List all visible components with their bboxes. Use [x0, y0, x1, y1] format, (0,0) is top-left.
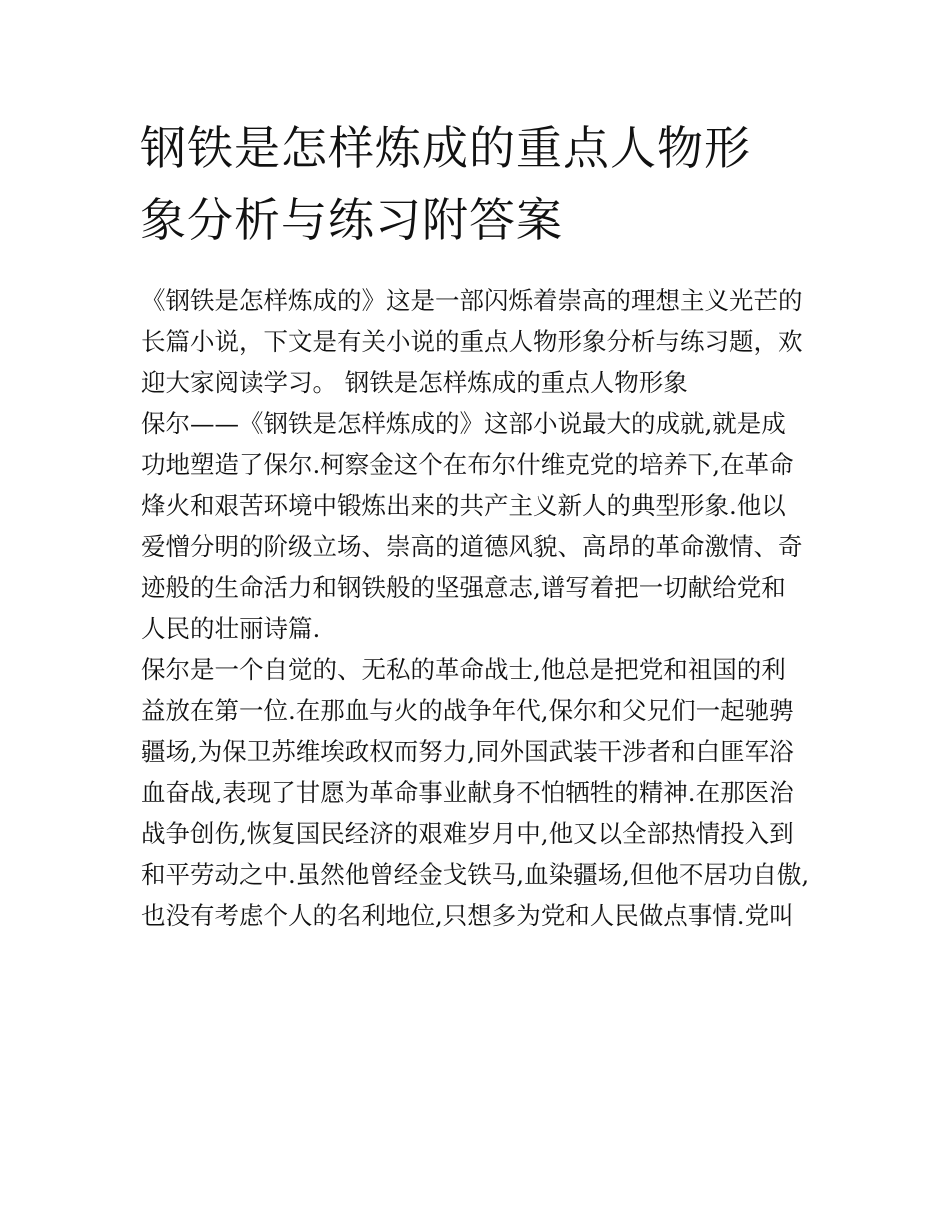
title-line: 象分析与练习附答案 [140, 193, 563, 247]
text-line: 益放在第一位.在那血与火的战争年代,保尔和父兄们一起驰骋 [141, 696, 794, 725]
text-line: 功地塑造了保尔.柯察金这个在布尔什维克党的培养下,在革命 [141, 450, 794, 479]
title-line: 钢铁是怎样炼成的重点人物形 [140, 121, 751, 175]
paragraph-intro [141, 280, 831, 403]
text-line: 也没有考虑个人的名利地位,只想多为党和人民做点事情.党叫 [141, 901, 794, 930]
paragraph-paul-summary [141, 403, 831, 649]
document-title [140, 112, 820, 256]
text-line: 迎大家阅读学习。 钢铁是怎样炼成的重点人物形象 [141, 368, 688, 397]
text-line: 保尔——《钢铁是怎样炼成的》这部小说最大的成就,就是成 [141, 409, 786, 438]
text-line: 《钢铁是怎样炼成的》这是一部闪烁着崇高的理想主义光芒的 [141, 286, 803, 315]
text-line: 人民的壮丽诗篇. [141, 614, 321, 643]
text-line: 烽火和艰苦环境中锻炼出来的共产主义新人的典型形象.他以 [141, 491, 786, 520]
text-line: 爱憎分明的阶级立场、崇高的道德风貌、高昂的革命激情、奇 [141, 532, 803, 561]
text-line: 战争创伤,恢复国民经济的艰难岁月中,他又以全部热情投入到 [141, 819, 794, 848]
text-line: 血奋战,表现了甘愿为革命事业献身不怕牺牲的精神.在那医治 [141, 778, 794, 807]
paragraph-paul-revolutionary [141, 649, 831, 936]
text-line: 疆场,为保卫苏维埃政权而努力,同外国武装干涉者和白匪军浴 [141, 737, 794, 766]
text-line: 迹般的生命活力和钢铁般的坚强意志,谱写着把一切献给党和 [141, 573, 786, 602]
text-line: 和平劳动之中.虽然他曾经金戈铁马,血染疆场,但他不居功自傲, [141, 860, 810, 889]
document-body [141, 280, 831, 936]
text-line: 保尔是一个自觉的、无私的革命战士,他总是把党和祖国的利 [141, 655, 786, 684]
text-line: 长篇小说，下文是有关小说的重点人物形象分析与练习题，欢 [141, 327, 803, 356]
